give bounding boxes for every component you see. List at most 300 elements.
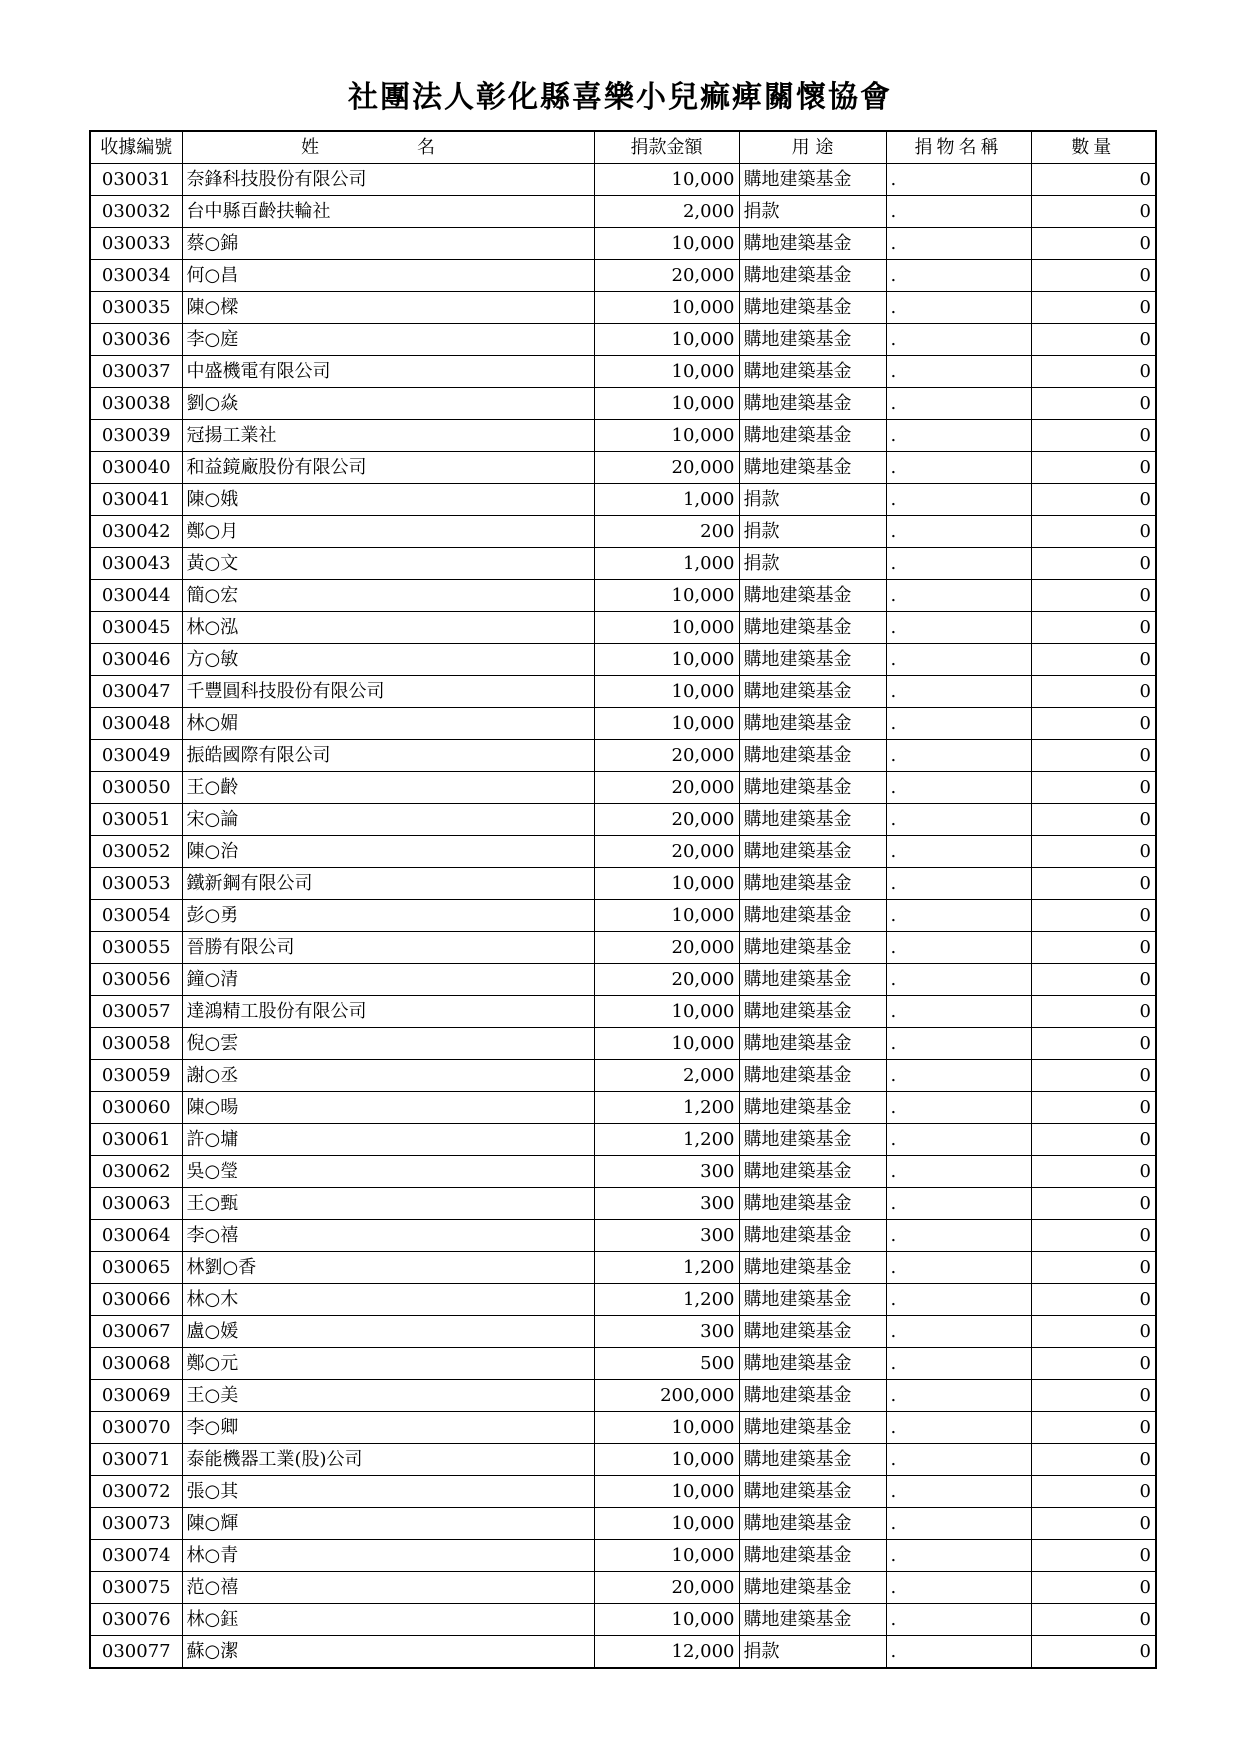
- table-row: [90, 292, 1156, 324]
- quantity-cell: 0: [1031, 260, 1156, 292]
- quantity-cell: 0: [1031, 452, 1156, 484]
- quantity-cell: 0: [1031, 644, 1156, 676]
- donor-name-cell: 陳○樑: [182, 292, 594, 324]
- receipt-no-cell: 030072: [90, 1476, 182, 1508]
- quantity-cell: 0: [1031, 1316, 1156, 1348]
- quantity-cell: 0: [1031, 1540, 1156, 1572]
- amount-cell: 10,000: [594, 292, 739, 324]
- receipt-no-cell: 030059: [90, 1060, 182, 1092]
- item-name-cell: .: [886, 356, 1031, 388]
- item-name-cell: .: [886, 996, 1031, 1028]
- purpose-cell: 購地建築基金: [739, 1188, 886, 1220]
- purpose-cell: 購地建築基金: [739, 740, 886, 772]
- amount-cell: 1,000: [594, 484, 739, 516]
- quantity-cell: 0: [1031, 836, 1156, 868]
- amount-cell: 10,000: [594, 644, 739, 676]
- receipt-no-cell: 030032: [90, 196, 182, 228]
- donor-name-cell: 陳○輝: [182, 1508, 594, 1540]
- donor-name-cell: 和益鏡廠股份有限公司: [182, 452, 594, 484]
- quantity-cell: 0: [1031, 1604, 1156, 1636]
- item-name-cell: .: [886, 1508, 1031, 1540]
- donor-name-cell: 台中縣百齡扶輪社: [182, 196, 594, 228]
- purpose-cell: 購地建築基金: [739, 612, 886, 644]
- purpose-cell: 購地建築基金: [739, 836, 886, 868]
- quantity-cell: 0: [1031, 900, 1156, 932]
- item-name-cell: .: [886, 1636, 1031, 1669]
- purpose-cell: 購地建築基金: [739, 580, 886, 612]
- quantity-cell: 0: [1031, 1092, 1156, 1124]
- table-row: [90, 1028, 1156, 1060]
- quantity-cell: 0: [1031, 804, 1156, 836]
- table-row: [90, 1412, 1156, 1444]
- quantity-cell: 0: [1031, 868, 1156, 900]
- item-name-cell: .: [886, 1540, 1031, 1572]
- receipt-no-cell: 030047: [90, 676, 182, 708]
- donor-name-cell: 奈鋒科技股份有限公司: [182, 164, 594, 196]
- table-row: [90, 740, 1156, 772]
- amount-cell: 10,000: [594, 1604, 739, 1636]
- item-name-cell: .: [886, 484, 1031, 516]
- amount-cell: 1,200: [594, 1092, 739, 1124]
- receipt-no-cell: 030069: [90, 1380, 182, 1412]
- table-row: [90, 1316, 1156, 1348]
- item-name-cell: .: [886, 1028, 1031, 1060]
- table-row: [90, 644, 1156, 676]
- donor-name-cell: 謝○丞: [182, 1060, 594, 1092]
- table-row: [90, 1060, 1156, 1092]
- receipt-no-cell: 030062: [90, 1156, 182, 1188]
- item-name-cell: .: [886, 1252, 1031, 1284]
- item-name-cell: .: [886, 1348, 1031, 1380]
- table-row: [90, 1476, 1156, 1508]
- purpose-cell: 購地建築基金: [739, 1508, 886, 1540]
- donor-name-cell: 鐘○清: [182, 964, 594, 996]
- purpose-cell: 購地建築基金: [739, 356, 886, 388]
- table-row: [90, 356, 1156, 388]
- receipt-no-cell: 030070: [90, 1412, 182, 1444]
- donor-name-cell: 鐵新鋼有限公司: [182, 868, 594, 900]
- table-row: [90, 932, 1156, 964]
- donor-name-cell: 簡○宏: [182, 580, 594, 612]
- receipt-no-cell: 030064: [90, 1220, 182, 1252]
- table-row: [90, 1188, 1156, 1220]
- purpose-cell: 購地建築基金: [739, 1316, 886, 1348]
- receipt-no-cell: 030065: [90, 1252, 182, 1284]
- amount-cell: 20,000: [594, 932, 739, 964]
- item-name-cell: .: [886, 420, 1031, 452]
- quantity-cell: 0: [1031, 516, 1156, 548]
- table-row: [90, 1156, 1156, 1188]
- purpose-cell: 購地建築基金: [739, 1284, 886, 1316]
- donor-name-cell: 王○美: [182, 1380, 594, 1412]
- receipt-no-cell: 030031: [90, 164, 182, 196]
- quantity-cell: 0: [1031, 164, 1156, 196]
- quantity-cell: 0: [1031, 1156, 1156, 1188]
- receipt-no-cell: 030048: [90, 708, 182, 740]
- amount-cell: 20,000: [594, 1572, 739, 1604]
- purpose-cell: 購地建築基金: [739, 772, 886, 804]
- item-name-cell: .: [886, 1604, 1031, 1636]
- donor-name-cell: 王○齡: [182, 772, 594, 804]
- table-row: [90, 484, 1156, 516]
- item-name-cell: .: [886, 868, 1031, 900]
- donor-name-cell: 何○昌: [182, 260, 594, 292]
- receipt-no-cell: 030074: [90, 1540, 182, 1572]
- quantity-cell: 0: [1031, 1028, 1156, 1060]
- table-row: [90, 708, 1156, 740]
- amount-cell: 2,000: [594, 196, 739, 228]
- receipt-no-cell: 030076: [90, 1604, 182, 1636]
- amount-cell: 10,000: [594, 356, 739, 388]
- table-header-row: [90, 131, 1156, 164]
- quantity-cell: 0: [1031, 932, 1156, 964]
- amount-cell: 10,000: [594, 868, 739, 900]
- table-row: [90, 836, 1156, 868]
- receipt-no-cell: 030058: [90, 1028, 182, 1060]
- receipt-no-cell: 030050: [90, 772, 182, 804]
- donor-name-cell: 鄭○元: [182, 1348, 594, 1380]
- quantity-cell: 0: [1031, 1572, 1156, 1604]
- quantity-cell: 0: [1031, 612, 1156, 644]
- item-name-cell: .: [886, 452, 1031, 484]
- amount-cell: 10,000: [594, 164, 739, 196]
- receipt-no-cell: 030068: [90, 1348, 182, 1380]
- purpose-cell: 購地建築基金: [739, 1380, 886, 1412]
- table-row: [90, 1220, 1156, 1252]
- purpose-cell: 購地建築基金: [739, 1476, 886, 1508]
- amount-cell: 10,000: [594, 900, 739, 932]
- donor-name-cell: 蔡○錦: [182, 228, 594, 260]
- receipt-no-cell: 030041: [90, 484, 182, 516]
- amount-cell: 10,000: [594, 708, 739, 740]
- donor-name-cell: 林○木: [182, 1284, 594, 1316]
- purpose-cell: 購地建築基金: [739, 292, 886, 324]
- amount-cell: 20,000: [594, 452, 739, 484]
- amount-cell: 20,000: [594, 964, 739, 996]
- donor-name-cell: 盧○媛: [182, 1316, 594, 1348]
- quantity-cell: 0: [1031, 1508, 1156, 1540]
- quantity-cell: 0: [1031, 676, 1156, 708]
- donor-name-cell: 林○媚: [182, 708, 594, 740]
- purpose-cell: 購地建築基金: [739, 1412, 886, 1444]
- receipt-no-cell: 030053: [90, 868, 182, 900]
- item-name-cell: .: [886, 1284, 1031, 1316]
- purpose-cell: 購地建築基金: [739, 996, 886, 1028]
- amount-cell: 20,000: [594, 740, 739, 772]
- amount-cell: 300: [594, 1188, 739, 1220]
- amount-cell: 10,000: [594, 580, 739, 612]
- donor-name-cell: 劉○焱: [182, 388, 594, 420]
- item-name-cell: .: [886, 516, 1031, 548]
- quantity-cell: 0: [1031, 1124, 1156, 1156]
- purpose-cell: 購地建築基金: [739, 388, 886, 420]
- table-row: [90, 1444, 1156, 1476]
- amount-cell: 1,000: [594, 548, 739, 580]
- receipt-no-cell: 030038: [90, 388, 182, 420]
- purpose-cell: 購地建築基金: [739, 900, 886, 932]
- amount-cell: 10,000: [594, 388, 739, 420]
- table-row: [90, 1252, 1156, 1284]
- purpose-cell: 捐款: [739, 548, 886, 580]
- table-row: [90, 260, 1156, 292]
- receipt-no-cell: 030054: [90, 900, 182, 932]
- receipt-no-cell: 030067: [90, 1316, 182, 1348]
- item-name-cell: .: [886, 388, 1031, 420]
- purpose-cell: 購地建築基金: [739, 324, 886, 356]
- amount-cell: 10,000: [594, 420, 739, 452]
- receipt-no-cell: 030044: [90, 580, 182, 612]
- purpose-cell: 購地建築基金: [739, 1444, 886, 1476]
- quantity-cell: 0: [1031, 1188, 1156, 1220]
- quantity-cell: 0: [1031, 292, 1156, 324]
- receipt-no-cell: 030046: [90, 644, 182, 676]
- amount-cell: 20,000: [594, 772, 739, 804]
- quantity-cell: 0: [1031, 1476, 1156, 1508]
- donor-name-cell: 冠揚工業社: [182, 420, 594, 452]
- purpose-cell: 購地建築基金: [739, 644, 886, 676]
- amount-cell: 200: [594, 516, 739, 548]
- amount-cell: 10,000: [594, 996, 739, 1028]
- table-row: [90, 1124, 1156, 1156]
- receipt-no-cell: 030034: [90, 260, 182, 292]
- quantity-cell: 0: [1031, 1284, 1156, 1316]
- donor-name-cell: 陳○治: [182, 836, 594, 868]
- amount-cell: 10,000: [594, 1476, 739, 1508]
- table-row: [90, 420, 1156, 452]
- table-row: [90, 1540, 1156, 1572]
- item-name-cell: .: [886, 740, 1031, 772]
- receipt-no-cell: 030057: [90, 996, 182, 1028]
- amount-cell: 300: [594, 1156, 739, 1188]
- item-name-cell: .: [886, 196, 1031, 228]
- table-row: [90, 1348, 1156, 1380]
- column-header-name: 姓 名: [182, 131, 594, 164]
- amount-cell: 10,000: [594, 324, 739, 356]
- quantity-cell: 0: [1031, 1348, 1156, 1380]
- receipt-no-cell: 030051: [90, 804, 182, 836]
- item-name-cell: .: [886, 1220, 1031, 1252]
- receipt-no-cell: 030036: [90, 324, 182, 356]
- receipt-no-cell: 030066: [90, 1284, 182, 1316]
- purpose-cell: 購地建築基金: [739, 1348, 886, 1380]
- quantity-cell: 0: [1031, 772, 1156, 804]
- donor-name-cell: 黃○文: [182, 548, 594, 580]
- purpose-cell: 購地建築基金: [739, 1124, 886, 1156]
- table-row: [90, 1508, 1156, 1540]
- quantity-cell: 0: [1031, 228, 1156, 260]
- column-header-item: 捐物名稱: [886, 131, 1031, 164]
- quantity-cell: 0: [1031, 740, 1156, 772]
- receipt-no-cell: 030039: [90, 420, 182, 452]
- table-row: [90, 324, 1156, 356]
- item-name-cell: .: [886, 1444, 1031, 1476]
- table-row: [90, 868, 1156, 900]
- column-header-amount: 捐款金額: [594, 131, 739, 164]
- item-name-cell: .: [886, 580, 1031, 612]
- amount-cell: 2,000: [594, 1060, 739, 1092]
- item-name-cell: .: [886, 548, 1031, 580]
- table-row: [90, 1636, 1156, 1669]
- donor-name-cell: 泰能機器工業(股)公司: [182, 1444, 594, 1476]
- donor-name-cell: 李○庭: [182, 324, 594, 356]
- donor-name-cell: 林○青: [182, 1540, 594, 1572]
- item-name-cell: .: [886, 1188, 1031, 1220]
- table-row: [90, 996, 1156, 1028]
- purpose-cell: 購地建築基金: [739, 228, 886, 260]
- purpose-cell: 購地建築基金: [739, 1060, 886, 1092]
- item-name-cell: .: [886, 804, 1031, 836]
- table-row: [90, 164, 1156, 196]
- receipt-no-cell: 030060: [90, 1092, 182, 1124]
- donor-name-cell: 振皓國際有限公司: [182, 740, 594, 772]
- quantity-cell: 0: [1031, 196, 1156, 228]
- item-name-cell: .: [886, 1412, 1031, 1444]
- purpose-cell: 捐款: [739, 516, 886, 548]
- amount-cell: 300: [594, 1220, 739, 1252]
- quantity-cell: 0: [1031, 708, 1156, 740]
- amount-cell: 20,000: [594, 836, 739, 868]
- amount-cell: 300: [594, 1316, 739, 1348]
- receipt-no-cell: 030052: [90, 836, 182, 868]
- item-name-cell: .: [886, 644, 1031, 676]
- purpose-cell: 購地建築基金: [739, 1092, 886, 1124]
- item-name-cell: .: [886, 228, 1031, 260]
- purpose-cell: 購地建築基金: [739, 1252, 886, 1284]
- purpose-cell: 購地建築基金: [739, 1540, 886, 1572]
- amount-cell: 1,200: [594, 1124, 739, 1156]
- amount-cell: 10,000: [594, 1412, 739, 1444]
- receipt-no-cell: 030056: [90, 964, 182, 996]
- column-header-quantity: 數量: [1031, 131, 1156, 164]
- amount-cell: 20,000: [594, 804, 739, 836]
- purpose-cell: 購地建築基金: [739, 932, 886, 964]
- quantity-cell: 0: [1031, 1412, 1156, 1444]
- item-name-cell: .: [886, 676, 1031, 708]
- quantity-cell: 0: [1031, 1444, 1156, 1476]
- purpose-cell: 購地建築基金: [739, 868, 886, 900]
- item-name-cell: .: [886, 964, 1031, 996]
- donor-name-cell: 蘇○潔: [182, 1636, 594, 1669]
- donor-name-cell: 方○敏: [182, 644, 594, 676]
- donor-name-cell: 李○卿: [182, 1412, 594, 1444]
- quantity-cell: 0: [1031, 388, 1156, 420]
- amount-cell: 10,000: [594, 228, 739, 260]
- purpose-cell: 購地建築基金: [739, 1220, 886, 1252]
- donor-name-cell: 陳○娥: [182, 484, 594, 516]
- donor-name-cell: 王○甄: [182, 1188, 594, 1220]
- purpose-cell: 購地建築基金: [739, 804, 886, 836]
- amount-cell: 1,200: [594, 1284, 739, 1316]
- donor-name-cell: 鄭○月: [182, 516, 594, 548]
- donor-name-cell: 宋○論: [182, 804, 594, 836]
- item-name-cell: .: [886, 1124, 1031, 1156]
- purpose-cell: 捐款: [739, 484, 886, 516]
- amount-cell: 10,000: [594, 612, 739, 644]
- donor-name-cell: 林○鈺: [182, 1604, 594, 1636]
- purpose-cell: 購地建築基金: [739, 1028, 886, 1060]
- column-header-receipt-no: 收據編號: [90, 131, 182, 164]
- receipt-no-cell: 030071: [90, 1444, 182, 1476]
- donor-name-cell: 陳○暘: [182, 1092, 594, 1124]
- item-name-cell: .: [886, 260, 1031, 292]
- quantity-cell: 0: [1031, 356, 1156, 388]
- receipt-no-cell: 030055: [90, 932, 182, 964]
- table-row: [90, 676, 1156, 708]
- quantity-cell: 0: [1031, 1252, 1156, 1284]
- item-name-cell: .: [886, 708, 1031, 740]
- donor-name-cell: 林○泓: [182, 612, 594, 644]
- item-name-cell: .: [886, 324, 1031, 356]
- receipt-no-cell: 030077: [90, 1636, 182, 1669]
- amount-cell: 10,000: [594, 1508, 739, 1540]
- amount-cell: 1,200: [594, 1252, 739, 1284]
- donor-name-cell: 李○禧: [182, 1220, 594, 1252]
- quantity-cell: 0: [1031, 324, 1156, 356]
- quantity-cell: 0: [1031, 996, 1156, 1028]
- purpose-cell: 購地建築基金: [739, 1156, 886, 1188]
- amount-cell: 10,000: [594, 1444, 739, 1476]
- donation-table: [89, 130, 1157, 1669]
- table-row: [90, 1380, 1156, 1412]
- quantity-cell: 0: [1031, 580, 1156, 612]
- item-name-cell: .: [886, 836, 1031, 868]
- quantity-cell: 0: [1031, 1060, 1156, 1092]
- donor-name-cell: 張○其: [182, 1476, 594, 1508]
- amount-cell: 500: [594, 1348, 739, 1380]
- amount-cell: 200,000: [594, 1380, 739, 1412]
- quantity-cell: 0: [1031, 548, 1156, 580]
- amount-cell: 10,000: [594, 676, 739, 708]
- item-name-cell: .: [886, 932, 1031, 964]
- donor-name-cell: 千豐圓科技股份有限公司: [182, 676, 594, 708]
- quantity-cell: 0: [1031, 1220, 1156, 1252]
- column-header-purpose: 用 途: [739, 131, 886, 164]
- table-row: [90, 900, 1156, 932]
- donor-name-cell: 吳○瑩: [182, 1156, 594, 1188]
- donor-name-cell: 范○禧: [182, 1572, 594, 1604]
- table-row: [90, 1572, 1156, 1604]
- purpose-cell: 購地建築基金: [739, 1604, 886, 1636]
- item-name-cell: .: [886, 1092, 1031, 1124]
- quantity-cell: 0: [1031, 964, 1156, 996]
- receipt-no-cell: 030035: [90, 292, 182, 324]
- donor-name-cell: 晉勝有限公司: [182, 932, 594, 964]
- purpose-cell: 購地建築基金: [739, 164, 886, 196]
- table-row: [90, 1604, 1156, 1636]
- item-name-cell: .: [886, 612, 1031, 644]
- amount-cell: 10,000: [594, 1028, 739, 1060]
- donor-name-cell: 倪○雲: [182, 1028, 594, 1060]
- purpose-cell: 購地建築基金: [739, 1572, 886, 1604]
- purpose-cell: 捐款: [739, 1636, 886, 1669]
- purpose-cell: 購地建築基金: [739, 676, 886, 708]
- purpose-cell: 購地建築基金: [739, 964, 886, 996]
- item-name-cell: .: [886, 292, 1031, 324]
- table-row: [90, 772, 1156, 804]
- quantity-cell: 0: [1031, 1380, 1156, 1412]
- donor-name-cell: 中盛機電有限公司: [182, 356, 594, 388]
- purpose-cell: 捐款: [739, 196, 886, 228]
- receipt-no-cell: 030075: [90, 1572, 182, 1604]
- quantity-cell: 0: [1031, 484, 1156, 516]
- receipt-no-cell: 030033: [90, 228, 182, 260]
- table-row: [90, 1284, 1156, 1316]
- quantity-cell: 0: [1031, 1636, 1156, 1669]
- purpose-cell: 購地建築基金: [739, 260, 886, 292]
- item-name-cell: .: [886, 1476, 1031, 1508]
- receipt-no-cell: 030043: [90, 548, 182, 580]
- table-row: [90, 388, 1156, 420]
